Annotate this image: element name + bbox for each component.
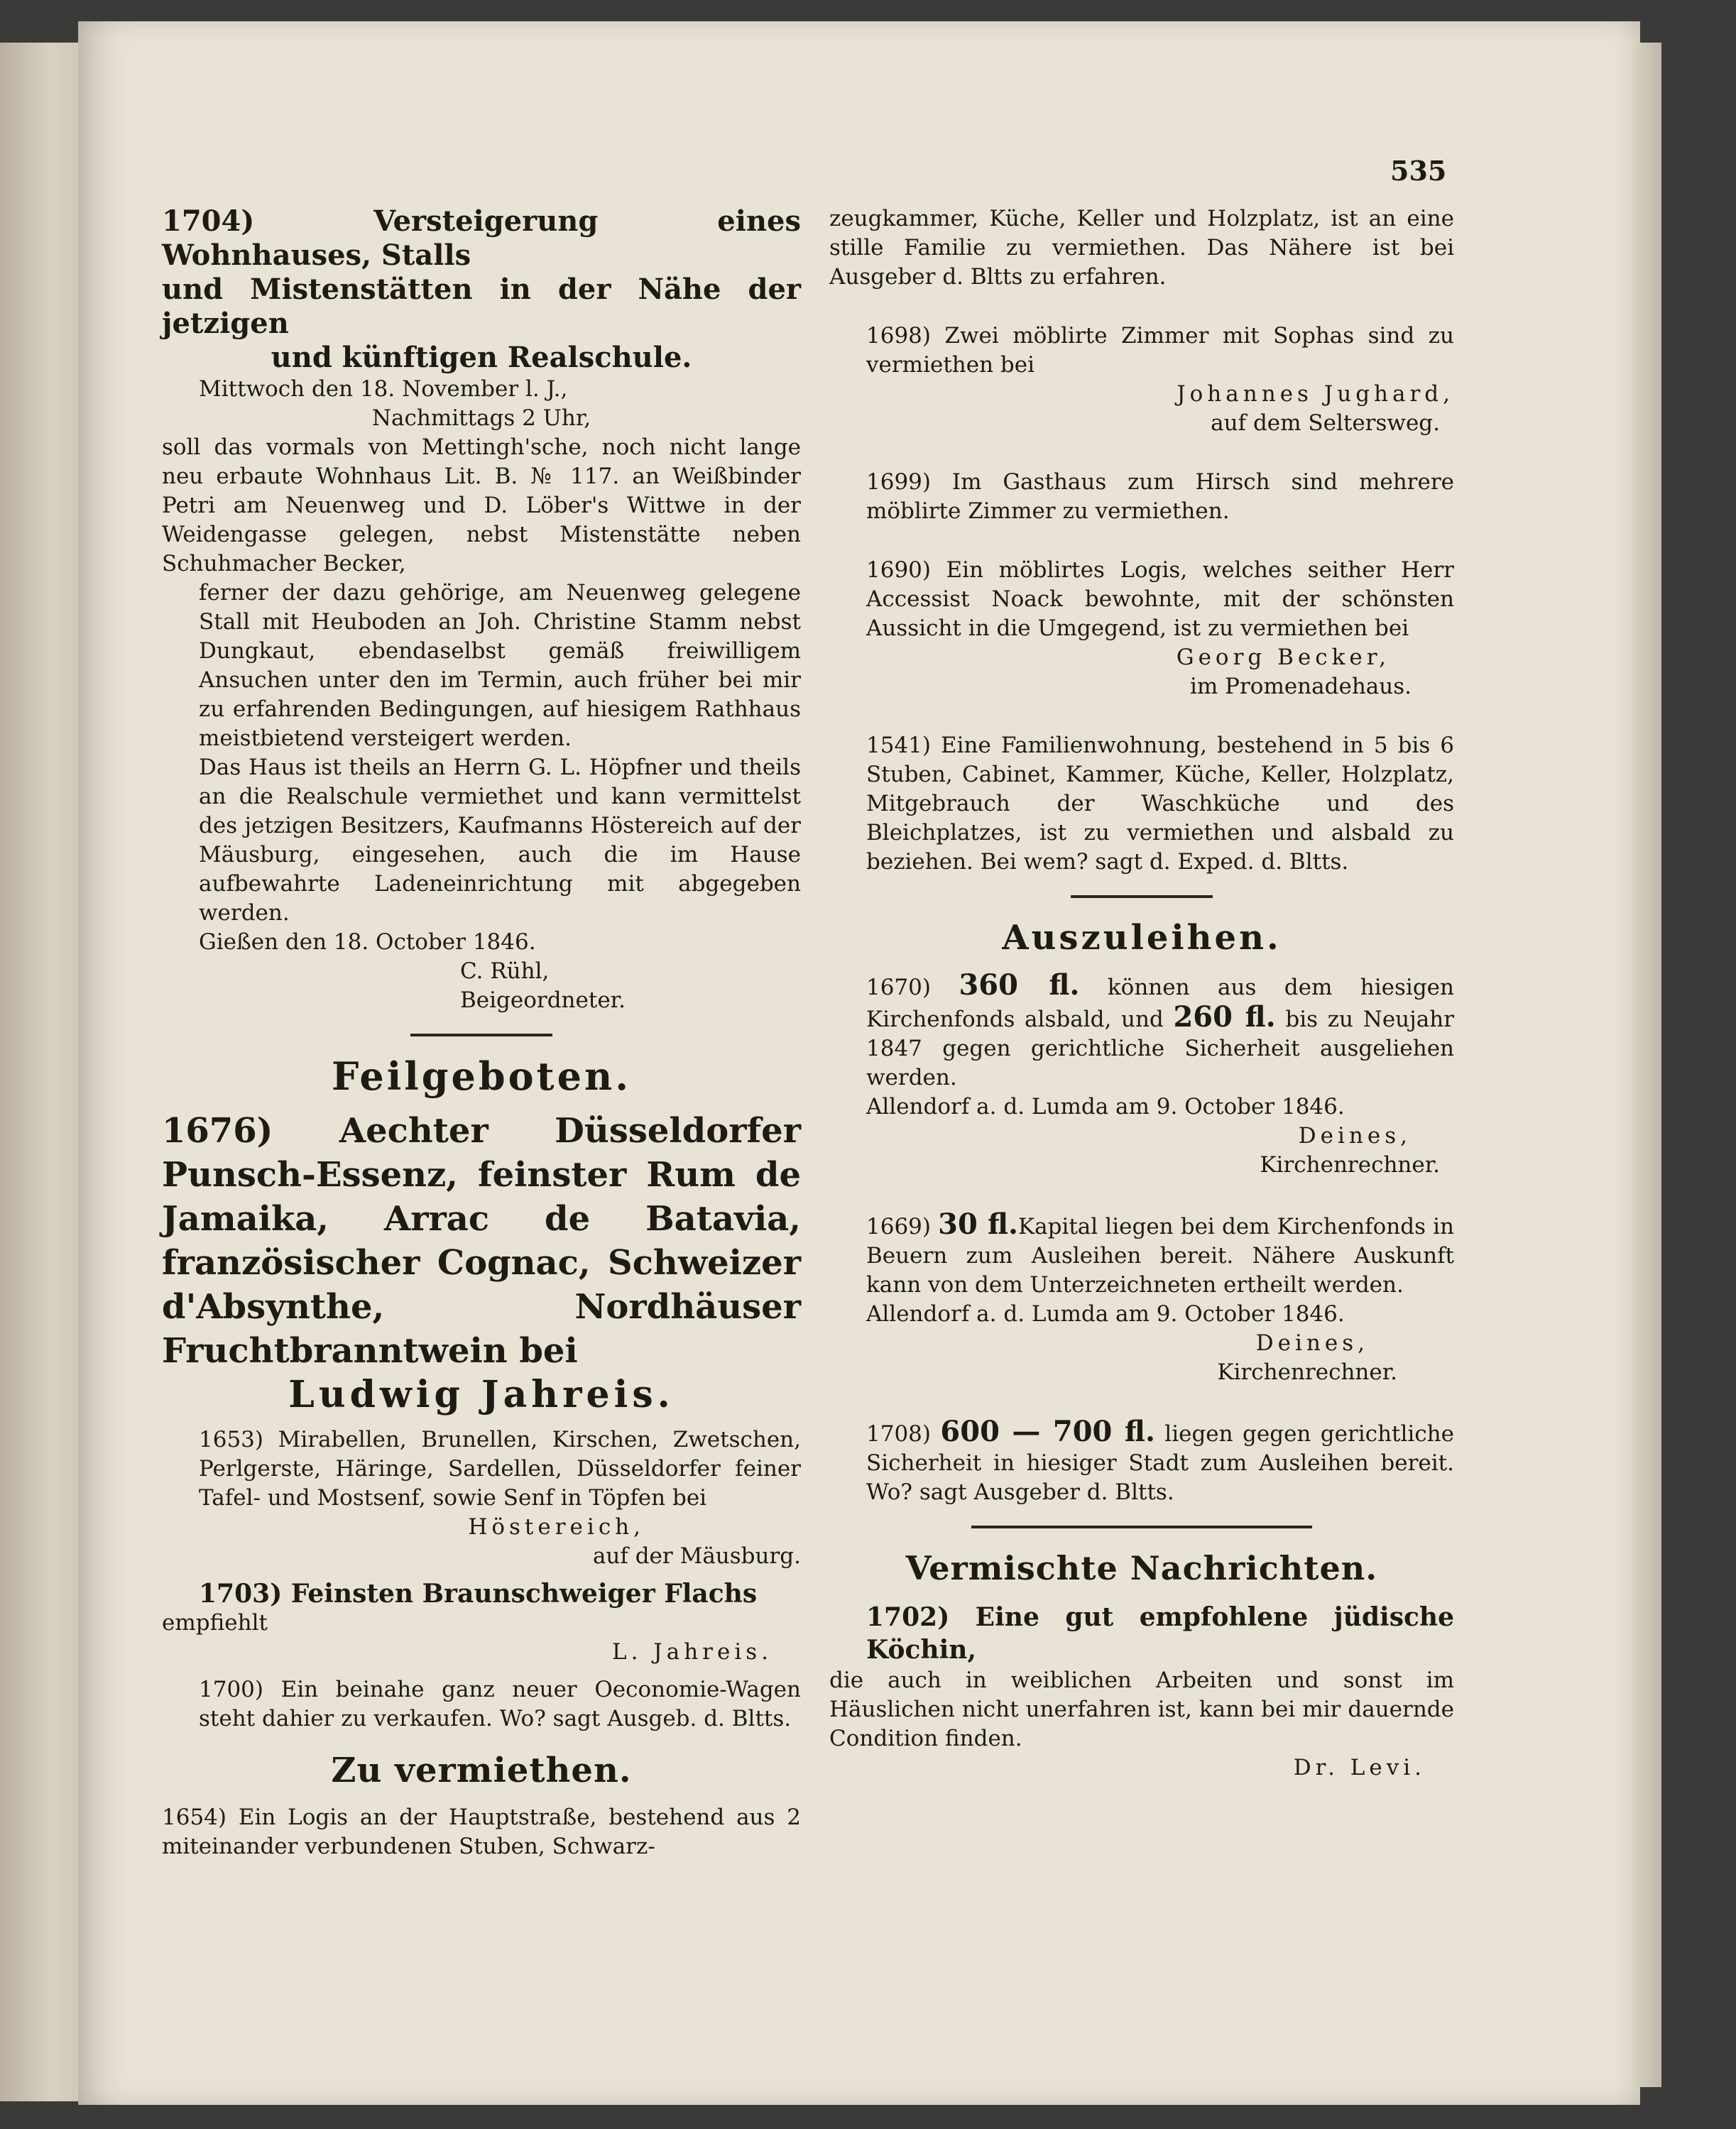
notice-1703 [162, 1580, 801, 1667]
page-edge [1633, 43, 1661, 2087]
place-date: Gießen den 18. October 1846. [199, 929, 536, 955]
notice-1541 [829, 731, 1454, 877]
advert-text: 1676) Aechter Düsseldorfer Punsch-Essenz, feinster Rum de Jamaika, Arrac de Batavia, französischer Cognac, Schweizer d'Absynthe, Nordhäuser Fruchtbranntwein bei [162, 1111, 801, 1371]
advertiser-name: Ludwig Jahreis. [288, 1373, 675, 1416]
signature: Johannes Jughard, [1177, 381, 1454, 407]
notice-body: soll das vormals von Mettingh'sche, noch nicht lange neu erbaute Wohnhaus Lit. B. № 117. an Weißbinder Petri am Neuenweg und D. Löber's Wittwe in der Weidengasse gelegen, nebst Mistenstätte neben Schuhmacher Becker, [162, 434, 801, 576]
section-rule [971, 1526, 1312, 1528]
loan-amount: 360 fl. [959, 968, 1080, 1002]
advert-text: 1700) Ein beinahe ganz neuer Oeconomie-Wagen steht dahier zu verkaufen. Wo? sagt Ausgeb. d. Bltts. [199, 1677, 801, 1731]
notice-1702 [829, 1601, 1454, 1783]
notice-number: 1670) [866, 975, 931, 1000]
auction-date: Mittwoch den 18. November l. J., [199, 376, 568, 402]
section-rule [410, 1034, 552, 1036]
notice-1670 [829, 970, 1454, 1180]
notice-body: Das Haus ist theils an Herrn G. L. Höpfner und theils an die Realschule vermiethet und kann vermittelst des jetzigen Besitzers, Kaufmanns Höstereich auf der Mäusburg, eingesehen, auch die im Hause aufbewahrte Ladeneinrichtung mit abgegeben werden. [199, 755, 801, 926]
advert-text: zeugkammer, Küche, Keller und Holzplatz, ist an eine stille Familie zu vermiethen. Das Nähere ist bei Ausgeber d. Bltts zu erfahren. [829, 206, 1454, 290]
place-date: Allendorf a. d. Lumda am 9. October 1846. [866, 1301, 1345, 1327]
advert-text: können aus dem hiesigen Kirchenfonds alsbald, und [866, 975, 1454, 1032]
notice-number: 1708) [866, 1421, 931, 1447]
section-heading-vermiethen: Zu vermiethen. [331, 1751, 632, 1790]
notice-1654 [162, 1803, 801, 1861]
notice-1653 [162, 1425, 801, 1571]
loan-amount: 600 — 700 fl. [940, 1415, 1155, 1448]
notice-title: 1704) Versteigerung eines Wohnhauses, Stalls [162, 204, 801, 272]
signature-location: im Promenadehaus. [1189, 674, 1412, 699]
notice-1698 [829, 322, 1454, 438]
signature: L. Jahreis. [611, 1639, 773, 1665]
signature: Deines, [1255, 1330, 1369, 1356]
advert-text: 1653) Mirabellen, Brunellen, Kirschen, Zwetschen, Perlgerste, Häringe, Sardellen, Düsseldorfer feiner Tafel- und Mostsenf, sowie Senf in Töpfen bei [199, 1427, 801, 1511]
advert-title: 1702) Eine gut empfohlene jüdische Köchin, [866, 1602, 1454, 1665]
signature-title: Kirchenrechner. [1260, 1152, 1440, 1178]
notice-1669 [829, 1210, 1454, 1387]
signature-location: auf dem Seltersweg. [1211, 410, 1440, 436]
notice-body: ferner der dazu gehörige, am Neuenweg gelegene Stall mit Heuboden an Joh. Christine Stamm nebst Dungkaut, ebendaselbst gemäß freiwilligem Ansuchen unter den im Termin, auch früher bei mir zu erfahrenden Bedingungen, auf hiesigem Rathhaus meistbietend versteigert werden. [199, 580, 801, 751]
notice-title: und Mistenstätten in der Nähe der jetzigen [162, 273, 801, 340]
advert-text: 1699) Im Gasthaus zum Hirsch sind mehrere möblirte Zimmer zu vermiethen. [866, 469, 1454, 524]
loan-amount: 30 fl. [938, 1208, 1018, 1241]
facing-page-edge [0, 43, 85, 2101]
place-date: Allendorf a. d. Lumda am 9. October 1846. [866, 1094, 1345, 1120]
notice-1699 [829, 468, 1454, 526]
signature: Deines, [1298, 1123, 1412, 1149]
notice-number: 1669) [866, 1214, 931, 1239]
advert-text: empfiehlt [162, 1610, 268, 1636]
notice-1690 [829, 556, 1454, 701]
section-heading-feilgeboten: Feilgeboten. [331, 1053, 632, 1099]
signature: Georg Becker, [1176, 645, 1390, 670]
signature-title: Kirchenrechner. [1217, 1359, 1397, 1385]
signature: Höstereich, [468, 1514, 645, 1540]
advert-text: 1541) Eine Familienwohnung, bestehend in 5 bis 6 Stuben, Cabinet, Kammer, Küche, Keller, Holzplatz, Mitgebrauch der Waschküche und des Bleichplatzes, ist zu vermiethen und alsbald zu beziehen. Bei wem? sagt d. Exped. d. Bltts. [866, 733, 1454, 875]
signature: C. Rühl, [460, 958, 550, 984]
advert-text: 1654) Ein Logis an der Hauptstraße, bestehend aus 2 miteinander verbundenen Stuben, Schwarz- [162, 1805, 801, 1859]
notice-1676 [162, 1109, 801, 1417]
signature-title: Beigeordneter. [460, 987, 626, 1013]
loan-amount: 260 fl. [1173, 1000, 1276, 1034]
advert-text: Kapital liegen bei dem Kirchenfonds in Beuern zum Ausleihen bereit. Nähere Auskunft kann von dem Unterzeichneten ertheilt werden. [866, 1214, 1454, 1298]
auction-time: Nachmittags 2 Uhr, [371, 405, 591, 431]
advert-text: liegen gegen gerichtliche Sicherheit in hiesiger Stadt zum Ausleihen bereit. Wo? sagt Ausgeber d. Bltts. [866, 1421, 1454, 1505]
left-column [162, 204, 801, 1870]
section-heading-auszuleihen: Auszuleihen. [1002, 918, 1282, 958]
advert-text: 1698) Zwei möblirte Zimmer mit Sophas sind zu vermiethen bei [866, 323, 1454, 378]
right-column [829, 204, 1454, 1791]
section-heading-vermischte: Vermischte Nachrichten. [905, 1549, 1378, 1587]
advert-text: 1690) Ein möblirtes Logis, welches seither Herr Accessist Noack bewohnte, mit der schönsten Aussicht in die Umgegend, ist zu vermiethen bei [866, 557, 1454, 641]
notice-1700 [162, 1675, 801, 1734]
notice-1704 [162, 204, 801, 1015]
advert-text: die auch in weiblichen Arbeiten und sonst im Häuslichen nicht unerfahren ist, kann bei mir dauernde Condition finden. [829, 1668, 1454, 1751]
notice-title: und künftigen Realschule. [271, 341, 692, 374]
advert-text: 1703) Feinsten Braunschweiger Flachs [199, 1579, 758, 1609]
section-rule [1071, 895, 1213, 898]
notice-1708 [829, 1417, 1454, 1507]
page-number: 535 [1390, 155, 1447, 187]
advert-text: bis zu Neujahr 1847 gegen gerichtliche Sicherheit ausgeliehen werden. [866, 1007, 1455, 1090]
signature-location: auf der Mäusburg. [592, 1543, 801, 1569]
signature: Dr. Levi. [1293, 1755, 1426, 1780]
notice-1654-continued [829, 204, 1454, 292]
